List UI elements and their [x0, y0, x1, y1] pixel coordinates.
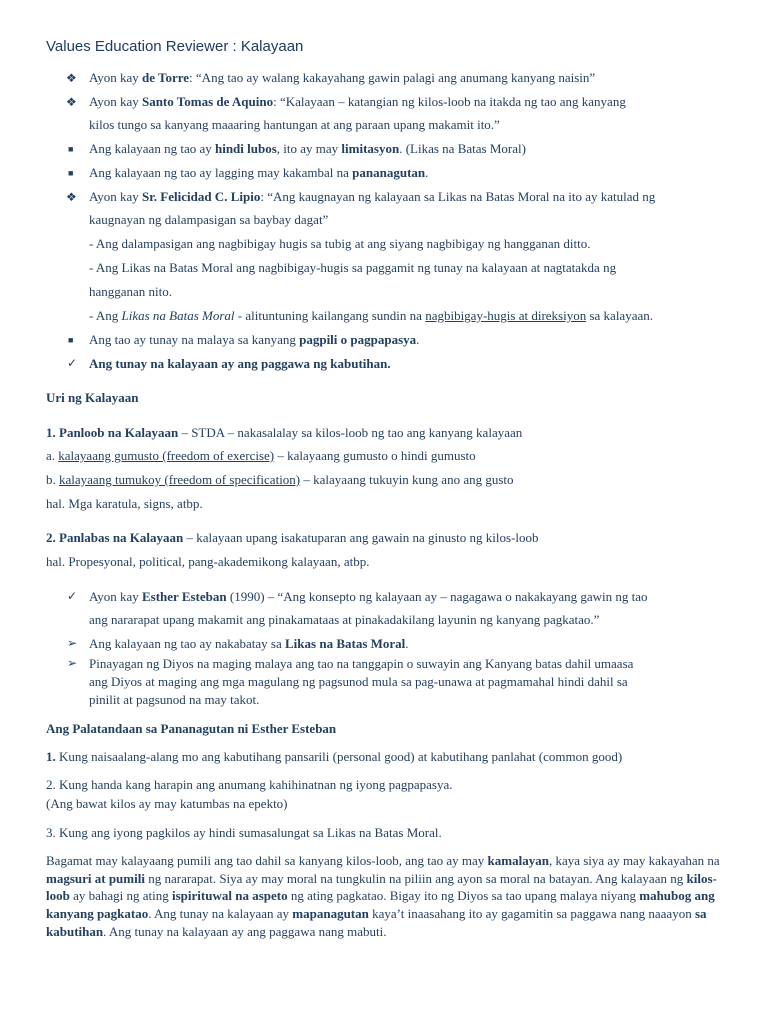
bullet-text: Ayon kay [89, 70, 142, 85]
bullet-text: . (Likas na Batas Moral) [399, 141, 526, 156]
palatandaan-item-2-note: (Ang bawat kilos ay may katumbas na epekto) [46, 796, 288, 811]
palatandaan-item-3: 3. Kung ang iyong pagkilos ay hindi sumasalungat sa Likas na Batas Moral. [46, 825, 442, 840]
bullet-underline: nagbibigay-hugis at direksiyon [425, 308, 587, 323]
para-text: Bagamat may kalayaang pumili ang tao dahil sa kanyang kilos-loob, ang tao ay may [46, 853, 488, 868]
diamond-bullet-icon: ❖ [66, 71, 77, 85]
uri-item-panlabas [46, 530, 539, 546]
bullet-text: Ang kalayaan ng tao ay [89, 141, 215, 156]
item-underline: kalayaang tumukoy (freedom of specification) [59, 472, 301, 487]
item-text: a. [46, 448, 59, 463]
bullet-author: Sr. Felicidad C. Lipio [141, 189, 261, 204]
bullet-aquino-line2: kilos tungo sa kanyang maaaring hantungan at ang paraan upang makamit ito.” [89, 117, 500, 132]
bullet-text: Ang tao ay tunay na malaya sa kanyang [89, 332, 300, 347]
bullet-lipio-line5: hangganan nito. [89, 284, 173, 299]
bullet-pagpili [89, 332, 419, 348]
bullet-lipio-line3: - Ang dalampasigan ang nagbibigay hugis sa tubig at ang siyang nagbibigay ng hangganan ditto. [89, 236, 591, 251]
checkmark-icon: ✓ [67, 589, 78, 603]
para-emphasis: ispirituwal na aspeto [172, 888, 288, 904]
bullet-text: : “Ang kaugnayan ng kalayaan sa Likas na Batas Moral na ito ay katulad ng [260, 189, 656, 204]
para-text: . Ang tunay na kalayaan ay [148, 906, 293, 922]
item-text: – kalayaang tukuyin kung ano ang gusto [300, 472, 514, 487]
closing-paragraph [46, 852, 726, 941]
bullet-text: Ayon kay [89, 94, 142, 109]
square-bullet-icon: ■ [68, 168, 74, 178]
bullet-lipio-line6 [89, 308, 653, 324]
para-text: . Ang tunay na kalayaan ay ang paggawa nang mabuti. [103, 923, 387, 939]
bullet-text: . [416, 332, 420, 347]
bullet-emphasis: Likas na Batas Moral [285, 636, 406, 651]
item-text: Kung naisaalang-alang mo ang kabutihang pansarili (personal good) at kabutihang panlahat (common good) [55, 749, 623, 764]
para-emphasis: kilos-loob [46, 870, 717, 904]
para-emphasis: magsuri at pumili [46, 870, 145, 886]
page-title: Values Education Reviewer : Kalayaan [46, 38, 304, 55]
item-number: 1. [46, 425, 56, 440]
para-text: ng ating pagkatao. Bigay ito ng Diyos sa tao upang malaya niyang [287, 888, 640, 904]
para-text: ay bahagi ng ating [69, 888, 173, 904]
bullet-esteban [89, 589, 648, 605]
bullet-lipio [89, 189, 655, 205]
bullet-text: Ayon kay [89, 589, 142, 604]
bullet-text: : “Ang tao ay walang kakayahang gawin palagi ang anumang kanyang naisin” [189, 70, 596, 85]
uri-example-1: hal. Mga karatula, signs, atbp. [46, 496, 203, 511]
bullet-emphasis: limitasyon [341, 141, 400, 156]
checkmark-icon: ✓ [67, 356, 78, 370]
palatandaan-item-1 [46, 749, 622, 765]
para-text: , kaya siya ay may kakayahan na [548, 853, 720, 868]
square-bullet-icon: ■ [68, 144, 74, 154]
item-text: – kalayaan upang isakatuparan ang gawain na ginusto ng kilos-loob [183, 530, 539, 545]
arrowhead-bullet-icon: ➢ [67, 636, 78, 650]
bullet-text: - Ang [89, 308, 122, 323]
section-heading-palatandaan: Ang Palatandaan sa Pananagutan ni Esther Esteban [46, 721, 337, 736]
bullet-esteban-line2: ang nararapat upang makamit ang pinakamataas at pinakadakilang layunin ng kanyang pagkatao.” [89, 612, 600, 627]
item-number: 2. [46, 530, 56, 545]
bullet-author: Esther Esteban [141, 589, 227, 604]
item-title: Panlabas na Kalayaan [55, 530, 184, 545]
bullet-lipio-line2: kaugnayan ng dalampasigan sa baybay dagat” [89, 212, 329, 227]
bullet-emphasis: pagpili o pagpapasya [299, 332, 417, 347]
bullet-text: sa kalayaan. [586, 308, 653, 323]
bullet-batas-moral [89, 636, 409, 652]
item-text: – STDA – nakasalalay sa kilos-loob ng tao ang kanyang kalayaan [178, 425, 523, 440]
diamond-bullet-icon: ❖ [66, 95, 77, 109]
uri-item-b [46, 472, 514, 488]
para-text: kaya’t inaasahang ito ay gagamitin sa paggawa nang naaayon [368, 906, 695, 922]
bullet-text: . [425, 165, 429, 180]
bullet-emphasis: pananagutan [352, 165, 426, 180]
bullet-text: Ang kalayaan ng tao ay lagging may kakambal na [89, 165, 353, 180]
bullet-author: de Torre [141, 70, 190, 85]
bullet-emphasis: Ang tunay na kalayaan ay ang paggawa ng kabutihan. [89, 356, 391, 371]
item-text: b. [46, 472, 59, 487]
diamond-bullet-icon: ❖ [66, 190, 77, 204]
bullet-text: Ang kalayaan ng tao ay nakabatay sa [89, 636, 286, 651]
bullet-kabutihan [89, 356, 391, 372]
bullet-pinayagan-line3: pinilit at pagsunod na may takot. [89, 692, 260, 707]
item-number: 1. [46, 749, 56, 764]
para-emphasis: sa kabutihan [46, 906, 707, 939]
item-title: Panloob na Kalayaan [55, 425, 179, 440]
bullet-text: , ito ay may [276, 141, 342, 156]
arrowhead-bullet-icon: ➢ [67, 656, 78, 670]
item-underline: kalayaang gumusto (freedom of exercise) [58, 448, 275, 463]
bullet-text: (1990) – “Ang konsepto ng kalayaan ay – nagagawa o nakakayang gawin ng tao [226, 589, 648, 604]
bullet-hindi-lubos [89, 141, 526, 157]
bullet-de-torre [89, 70, 595, 86]
para-emphasis: mahubog ang kanyang pagkatao [46, 888, 715, 922]
item-text: – kalayaang gumusto o hindi gumusto [274, 448, 476, 463]
bullet-text: : “Kalayaan – katangian ng kilos-loob na itakda ng tao ang kanyang [273, 94, 626, 109]
uri-item-panloob [46, 425, 522, 441]
palatandaan-item-2: 2. Kung handa kang harapin ang anumang kahihinatnan ng iyong pagpapasya. [46, 777, 453, 792]
bullet-text: . [405, 636, 409, 651]
section-heading-uri: Uri ng Kalayaan [46, 390, 139, 405]
para-emphasis: mapanagutan [292, 906, 369, 922]
bullet-text: Ayon kay [89, 189, 142, 204]
bullet-author: Santo Tomas de Aquino [141, 94, 274, 109]
para-emphasis: kamalayan [487, 853, 549, 868]
bullet-pinayagan-line2: ang Diyos at maging ang mga magulang ng pagsunod mula sa pag-unawa at pagmamahal hindi dahil sa [89, 674, 628, 689]
bullet-italic: Likas na Batas Moral [121, 308, 235, 323]
square-bullet-icon: ■ [68, 335, 74, 345]
bullet-lipio-line4: - Ang Likas na Batas Moral ang nagbibigay-hugis sa paggamit ng tunay na kalayaan at nagtatakda ng [89, 260, 617, 275]
uri-item-a [46, 448, 476, 464]
bullet-pinayagan-line1: Pinayagan ng Diyos na maging malaya ang tao na tanggapin o suwayin ang Kanyang batas dahil umaasa [89, 656, 634, 671]
uri-example-2: hal. Propesyonal, political, pang-akademikong kalayaan, atbp. [46, 554, 370, 569]
para-text: ng nararapat. Siya ay may moral na tungkulin na piliin ang ayon sa moral na batayan. Ang kalayaan ng [144, 870, 687, 886]
bullet-pananagutan [89, 165, 428, 181]
bullet-emphasis: hindi lubos [214, 141, 277, 156]
bullet-aquino [89, 94, 626, 110]
bullet-text: - alituntuning kailangang sundin na [234, 308, 426, 323]
